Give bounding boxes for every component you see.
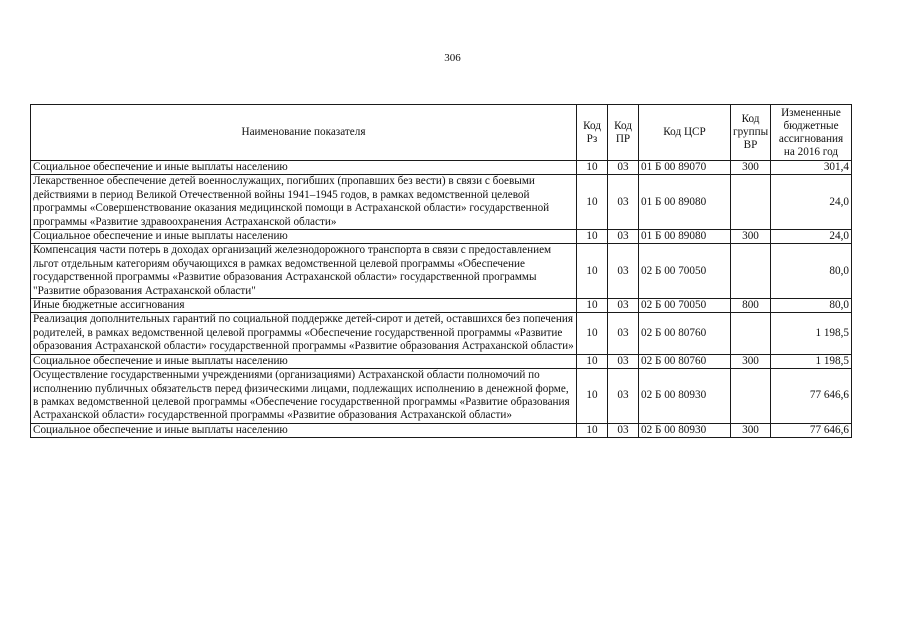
header-vr-line3: ВР: [743, 139, 758, 151]
row-csr: [639, 423, 731, 437]
header-name: Наименование показателя: [31, 105, 577, 161]
table-row: [31, 423, 852, 437]
page-number: 306: [444, 52, 461, 64]
row-csr-direction: 80760: [678, 326, 707, 339]
row-csr-direction: 70050: [678, 299, 707, 312]
header-amount: [771, 105, 852, 161]
row-vr: [731, 313, 771, 354]
row-csr-direction: 80930: [678, 389, 707, 402]
row-name: Лекарственное обеспечение детей военнослужащих, погибших (пропавших без вести) в связи с боевыми действиями в период Великой Отечественной войны 1941–1945 годов, в рамках ведомственной целевой программы «Совершенствование оказания медицинской помощи в Астраханской области» государственной программы «Развитие здравоохранения Астраханской области»: [31, 175, 577, 230]
row-csr: [639, 369, 731, 424]
row-pr: 03: [608, 354, 639, 368]
row-csr-direction: 89070: [678, 161, 707, 173]
row-amount: 1 198,5: [771, 313, 852, 354]
row-csr-program: 01 Б 00: [641, 161, 676, 173]
row-rz: 10: [577, 161, 608, 175]
table-header-row: [31, 105, 852, 161]
row-amount: 301,4: [771, 161, 852, 175]
row-amount: 77 646,6: [771, 369, 852, 424]
table-row: [31, 299, 852, 313]
header-pr-line2: ПР: [615, 132, 631, 145]
row-name: Иные бюджетные ассигнования: [31, 299, 577, 313]
header-vr-line2: группы: [733, 126, 769, 138]
row-vr: [731, 244, 771, 299]
header-vr-line1: Код: [741, 113, 760, 125]
row-name: Реализация дополнительных гарантий по социальной поддержке детей-сирот и детей, оставшихся без попечения родителей, в рамках ведомственной целевой программы «Обеспечение государственной программы «Развитие образования Астраханской области» государственной программы «Развитие образования Астраханской области»: [31, 313, 577, 354]
row-rz: 10: [577, 354, 608, 368]
row-pr: 03: [608, 299, 639, 313]
row-vr: 300: [731, 161, 771, 175]
table-row: [31, 313, 852, 354]
row-csr-direction: 70050: [678, 264, 707, 277]
header-amount-line1: Измененные: [781, 106, 841, 119]
row-csr: [639, 175, 731, 230]
row-amount: 80,0: [771, 244, 852, 299]
header-vr: [731, 105, 771, 161]
row-pr: 03: [608, 369, 639, 424]
row-csr: [639, 313, 731, 354]
row-csr-program: 01 Б 00: [641, 230, 676, 243]
budget-table: [30, 104, 852, 438]
row-csr: [639, 354, 731, 368]
row-csr: [639, 161, 731, 175]
header-pr-line1: Код: [614, 119, 632, 132]
row-csr-direction: 80930: [678, 423, 707, 436]
table-row: [31, 175, 852, 230]
row-csr-program: 02 Б 00: [641, 389, 676, 402]
row-vr: 300: [731, 230, 771, 244]
row-csr-program: 02 Б 00: [641, 354, 676, 367]
row-name: Осуществление государственными учреждениями (организациями) Астраханской области полномочий по исполнению публичных обязательств перед физическими лицами, подлежащих исполнению в денежной форме, в рамках ведомственной целевой программы «Обеспечение государственной программы «Развитие образования Астраханской области» государственной программы «Развитие образования Астраханской области»: [31, 369, 577, 424]
row-vr: [731, 175, 771, 230]
row-rz: 10: [577, 313, 608, 354]
row-csr-direction: 89080: [678, 230, 707, 243]
header-amount-line3: ассигнования: [778, 132, 844, 145]
row-csr-program: 02 Б 00: [641, 326, 676, 339]
header-amount-line2: бюджетные: [783, 119, 839, 132]
row-rz: 10: [577, 175, 608, 230]
row-csr-program: 02 Б 00: [641, 423, 676, 436]
table-row: [31, 369, 852, 424]
row-csr-direction: 89080: [678, 195, 707, 208]
header-csr: Код ЦСР: [639, 105, 731, 161]
table-row: [31, 354, 852, 368]
row-pr: 03: [608, 161, 639, 175]
row-csr: [639, 299, 731, 313]
row-rz: 10: [577, 369, 608, 424]
row-amount: 24,0: [771, 175, 852, 230]
row-name: Социальное обеспечение и иные выплаты населению: [31, 423, 577, 437]
row-vr: 800: [731, 299, 771, 313]
row-csr: [639, 244, 731, 299]
row-amount: 77 646,6: [771, 423, 852, 437]
row-rz: 10: [577, 299, 608, 313]
row-csr-program: 02 Б 00: [641, 264, 676, 277]
table-row: [31, 230, 852, 244]
row-vr: 300: [731, 354, 771, 368]
row-amount: 1 198,5: [771, 354, 852, 368]
row-pr: 03: [608, 423, 639, 437]
row-name: Социальное обеспечение и иные выплаты населению: [31, 354, 577, 368]
row-vr: [731, 369, 771, 424]
header-rz-line2: Рз: [586, 132, 598, 145]
row-pr: 03: [608, 244, 639, 299]
row-amount: 80,0: [771, 299, 852, 313]
row-csr-program: 01 Б 00: [641, 195, 676, 208]
header-amount-line4: на 2016 год: [783, 145, 839, 158]
row-name: Социальное обеспечение и иные выплаты населению: [31, 161, 577, 175]
row-vr: 300: [731, 423, 771, 437]
row-pr: 03: [608, 175, 639, 230]
table-row: [31, 244, 852, 299]
header-rz-line1: Код: [583, 119, 601, 132]
row-name: Компенсация части потерь в доходах организаций железнодорожного транспорта в связи с предоставлением льгот отдельным категориям обучающихся в рамках ведомственной целевой программы «Обеспечение государственной программы «Развитие образования Астраханской области» государственной программы "Развитие образования Астраханской области": [31, 244, 577, 299]
row-csr-program: 02 Б 00: [641, 299, 676, 312]
row-rz: 10: [577, 423, 608, 437]
row-csr: [639, 230, 731, 244]
row-name: Социальное обеспечение и иные выплаты населению: [31, 230, 577, 244]
row-pr: 03: [608, 313, 639, 354]
header-rz: [577, 105, 608, 161]
row-csr-direction: 80760: [678, 354, 707, 367]
row-pr: 03: [608, 230, 639, 244]
header-pr: [608, 105, 639, 161]
row-rz: 10: [577, 244, 608, 299]
table-row: [31, 161, 852, 175]
row-amount: 24,0: [771, 230, 852, 244]
row-rz: 10: [577, 230, 608, 244]
